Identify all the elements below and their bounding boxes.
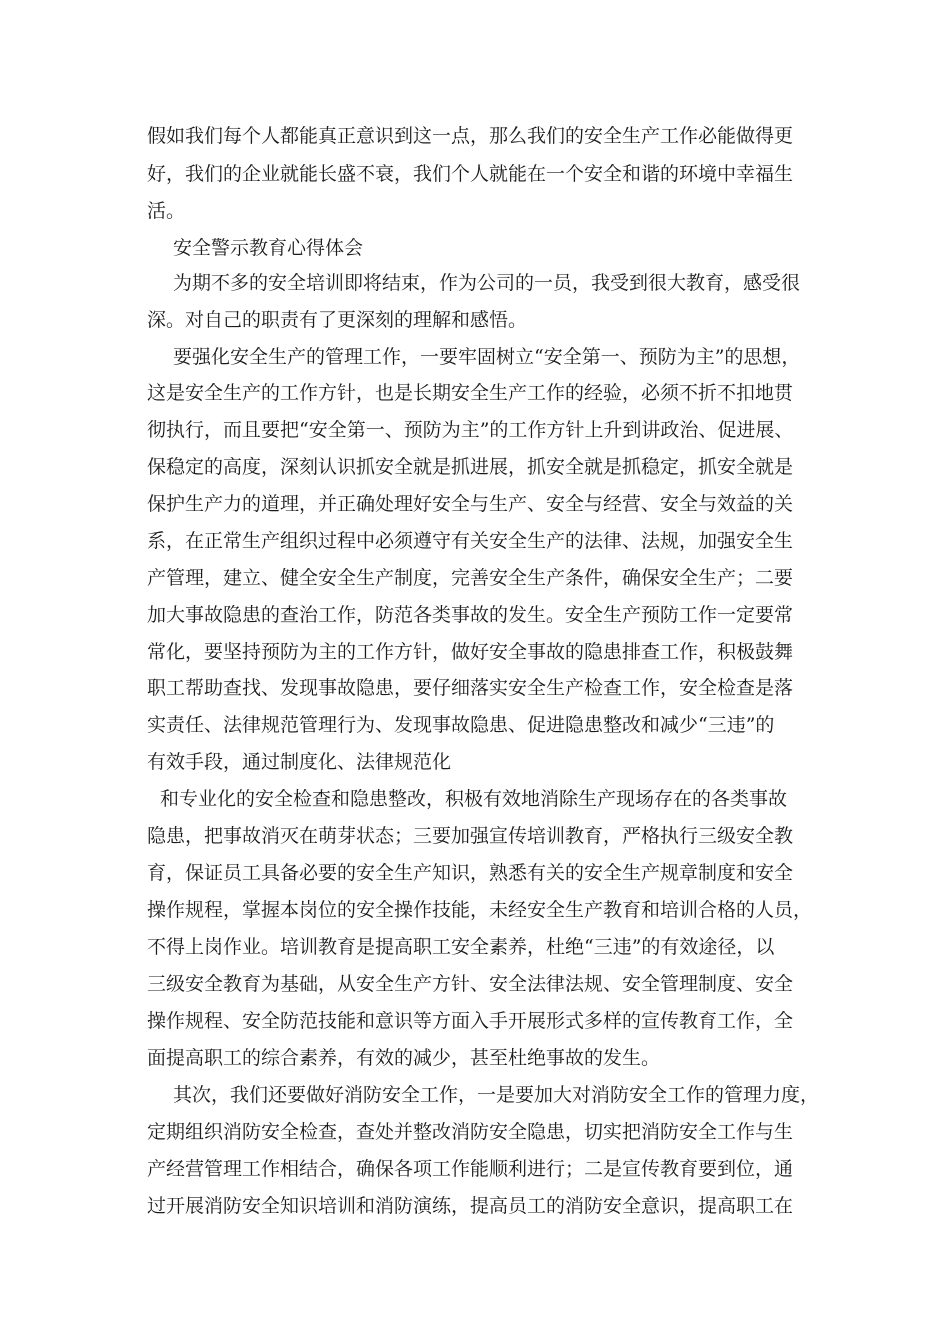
text-line: 加大事故隐患的查治工作，防范各类事故的发生。安全生产预防工作一定要常 — [147, 604, 794, 626]
text-line: 彻执行，而且要把“安全第一、预防为主”的工作方针上升到讲政治、促进展、 — [147, 419, 794, 441]
text-line: 好，我们的企业就能长盛不衰，我们个人就能在一个安全和谐的环境中幸福生 — [147, 163, 794, 185]
text-line: 产经营管理工作相结合，确保各项工作能顺利进行；二是宣传教育要到位，通 — [147, 1158, 794, 1180]
text-line: 不得上岗作业。培训教育是提高职工安全素养，杜绝“三违”的有效途径，以 — [147, 936, 775, 958]
text-line: 常化，要坚持预防为主的工作方针，做好安全事故的隐患排查工作，积极鼓舞 — [147, 641, 794, 663]
text-line: 活。 — [147, 200, 186, 222]
text-line: 实责任、法律规范管理行为、发现事故隐患、促进隐患整改和减少“三违”的 — [147, 714, 775, 736]
text-line: 保稳定的高度，深刻认识抓安全就是抓进展，抓安全就是抓稳定，抓安全就是 — [147, 456, 794, 478]
text-line: 面提高职工的综合素养，有效的减少，甚至杜绝事故的发生。 — [147, 1047, 661, 1069]
text-line: 产管理，建立、健全安全生产制度，完善安全生产条件，确保安全生产；二要 — [147, 567, 794, 589]
text-line: 有效手段，通过制度化、法律规范化 — [147, 751, 452, 773]
text-line: 保护生产力的道理，并正确处理好安全与生产、安全与经营、安全与效益的关 — [147, 493, 794, 515]
text-line: 三级安全教育为基础，从安全生产方针、安全法律法规、安全管理制度、安全 — [147, 973, 794, 995]
text-line: 育，保证员工具备必要的安全生产知识，熟悉有关的安全生产规章制度和安全 — [147, 862, 794, 884]
text-line: 过开展消防安全知识培训和消防演练，提高员工的消防安全意识，提高职工在 — [147, 1195, 794, 1217]
text-line: 职工帮助查找、发现事故隐患，要仔细落实安全生产检查工作，安全检查是落 — [147, 677, 794, 699]
text-line: 为期不多的安全培训即将结束，作为公司的一员，我受到很大教育，感受很 — [173, 272, 801, 294]
text-line: 系，在正常生产组织过程中必须遵守有关安全生产的法律、法规，加强安全生 — [147, 530, 794, 552]
text-line: 其次，我们还要做好消防安全工作，一是要加大对消防安全工作的管理力度， — [173, 1084, 820, 1106]
text-line: 深。对自己的职责有了更深刻的理解和感悟。 — [147, 309, 528, 331]
text-line: 要强化安全生产的管理工作，一要牢固树立“安全第一、预防为主”的思想， — [173, 346, 801, 368]
text-line: 定期组织消防安全检查，查处并整改消防安全隐患，切实把消防安全工作与生 — [147, 1121, 794, 1143]
text-line: 假如我们每个人都能真正意识到这一点，那么我们的安全生产工作必能做得更 — [147, 125, 794, 147]
section-title: 安全警示教育心得体会 — [173, 237, 364, 259]
text-line: 操作规程，掌握本岗位的安全操作技能，未经安全生产教育和培训合格的人员， — [147, 899, 813, 921]
text-line: 隐患，把事故消灭在萌芽状态；三要加强宣传培训教育，严格执行三级安全教 — [147, 825, 794, 847]
text-line: 操作规程、安全防范技能和意识等方面入手开展形式多样的宣传教育工作，全 — [147, 1010, 794, 1032]
text-line: 这是安全生产的工作方针，也是长期安全生产工作的经验，必须不折不扣地贯 — [147, 382, 794, 404]
text-line: 和专业化的安全检查和隐患整改，积极有效地消除生产现场存在的各类事故 — [160, 788, 788, 810]
